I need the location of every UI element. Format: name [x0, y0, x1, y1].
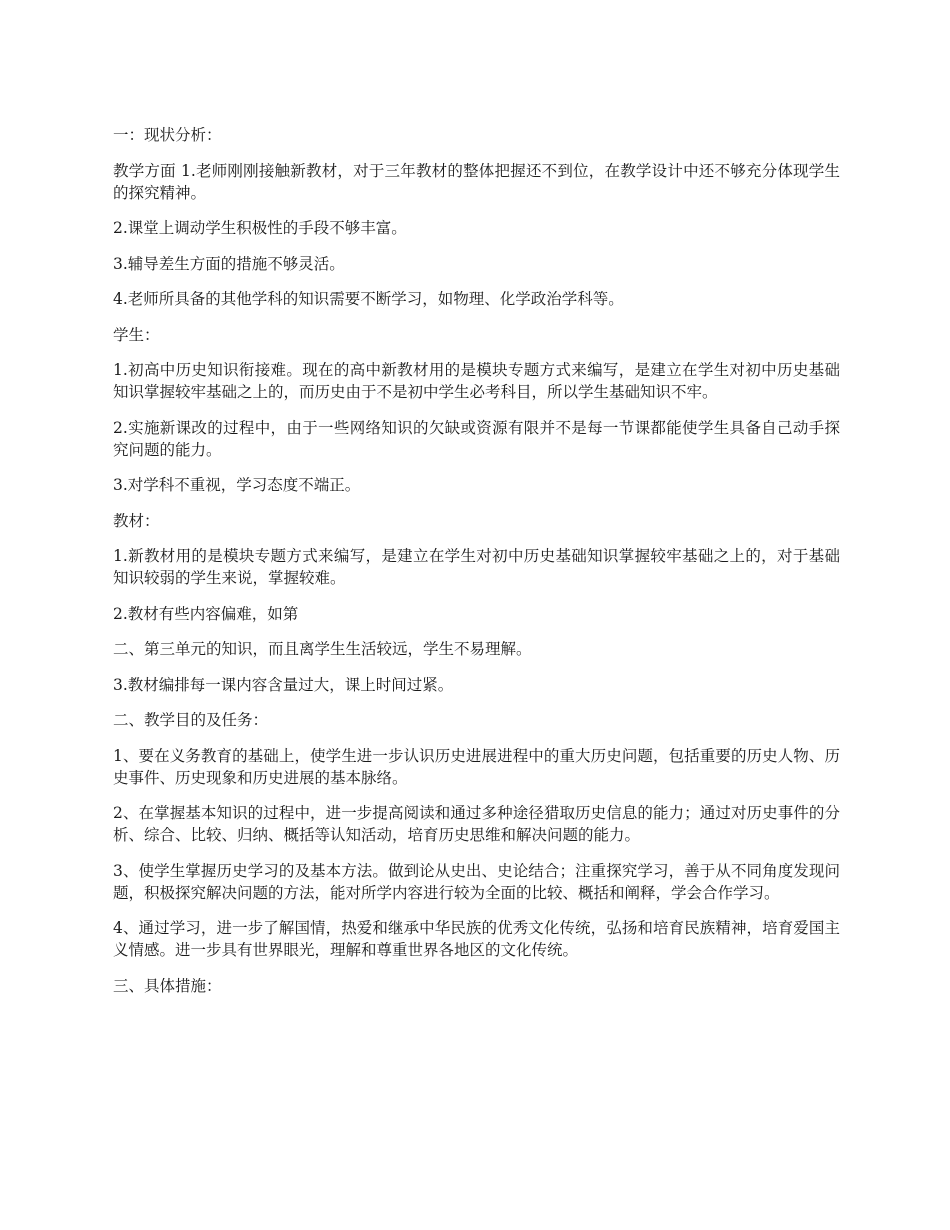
- section-heading-measures: 三、具体措施：: [113, 976, 222, 995]
- subheading-textbook: 教材：: [113, 511, 160, 530]
- paragraph-students-1: 1.初高中历史知识衔接难。现在的高中新教材用的是模块专题方式来编写，是建立在学生对初中历史基础知识掌握较牢基础之上的，而历史由于不是初中学生必考科目，所以学生基础知识不牢。: [113, 361, 840, 401]
- paragraph-teaching-4: 4.老师所具备的其他学科的知识需要不断学习，如物理、化学政治学科等。: [113, 290, 624, 308]
- paragraph-goals-1: 1、要在义务教育的基础上，使学生进一步认识历史进展进程中的重大历史问题，包括重要的历史人物、历史事件、历史现象和历史进展的基本脉络。: [113, 746, 840, 787]
- paragraph-teaching-1: 教学方面 1.老师刚刚接触新教材，对于三年教材的整体把握还不到位，在教学设计中还不够充分体现学生的探究精神。: [113, 161, 840, 202]
- paragraph-teaching-2: 2.课堂上调动学生积极性的手段不够丰富。: [113, 219, 407, 237]
- paragraph-students-3: 3.对学科不重视，学习态度不端正。: [113, 476, 361, 494]
- document-body: [113, 124, 840, 1010]
- paragraph-goals-2: 2、在掌握基本知识的过程中，进一步提高阅读和通过多种途径猎取历史信息的能力；通过对历史事件的分析、综合、比较、归纳、概括等认知活动，培育历史思维和解决问题的能力。: [113, 804, 840, 844]
- paragraph-goals-3: 3、使学生掌握历史学习的及基本方法。做到论从史出、史论结合；注重探究学习，善于从不同角度发现问题，积极探究解决问题的方法，能对所学内容进行较为全面的比较、概括和阐释，学会合作学习。: [113, 861, 840, 902]
- paragraph-textbook-1: 1.新教材用的是模块专题方式来编写，是建立在学生对初中历史基础知识掌握较牢基础之上的，对于基础知识较弱的学生来说，掌握较难。: [113, 547, 840, 587]
- paragraph-students-2: 2.实施新课改的过程中，由于一些网络知识的欠缺或资源有限并不是每一节课都能使学生具备自己动手探究问题的能力。: [113, 418, 840, 459]
- paragraph-teaching-3: 3.辅导差生方面的措施不够灵活。: [113, 254, 345, 273]
- paragraph-goals-4: 4、通过学习，进一步了解国情，热爱和继承中华民族的优秀文化传统，弘扬和培育民族精神，培育爱国主义情感。进一步具有世界眼光，理解和尊重世界各地区的文化传统。: [113, 919, 840, 959]
- paragraph-textbook-2: 2.教材有些内容偏难，如第: [113, 604, 299, 623]
- section-heading-goals: 二、教学目的及任务：: [113, 711, 269, 729]
- paragraph-textbook-2-cont: 二、第三单元的知识，而且离学生生活较远，学生不易理解。: [113, 640, 532, 658]
- section-heading-status-analysis: 一：现状分析：: [113, 126, 222, 144]
- subheading-students: 学生：: [113, 325, 160, 344]
- paragraph-textbook-3: 3.教材编排每一课内容含量过大，课上时间过紧。: [113, 675, 454, 694]
